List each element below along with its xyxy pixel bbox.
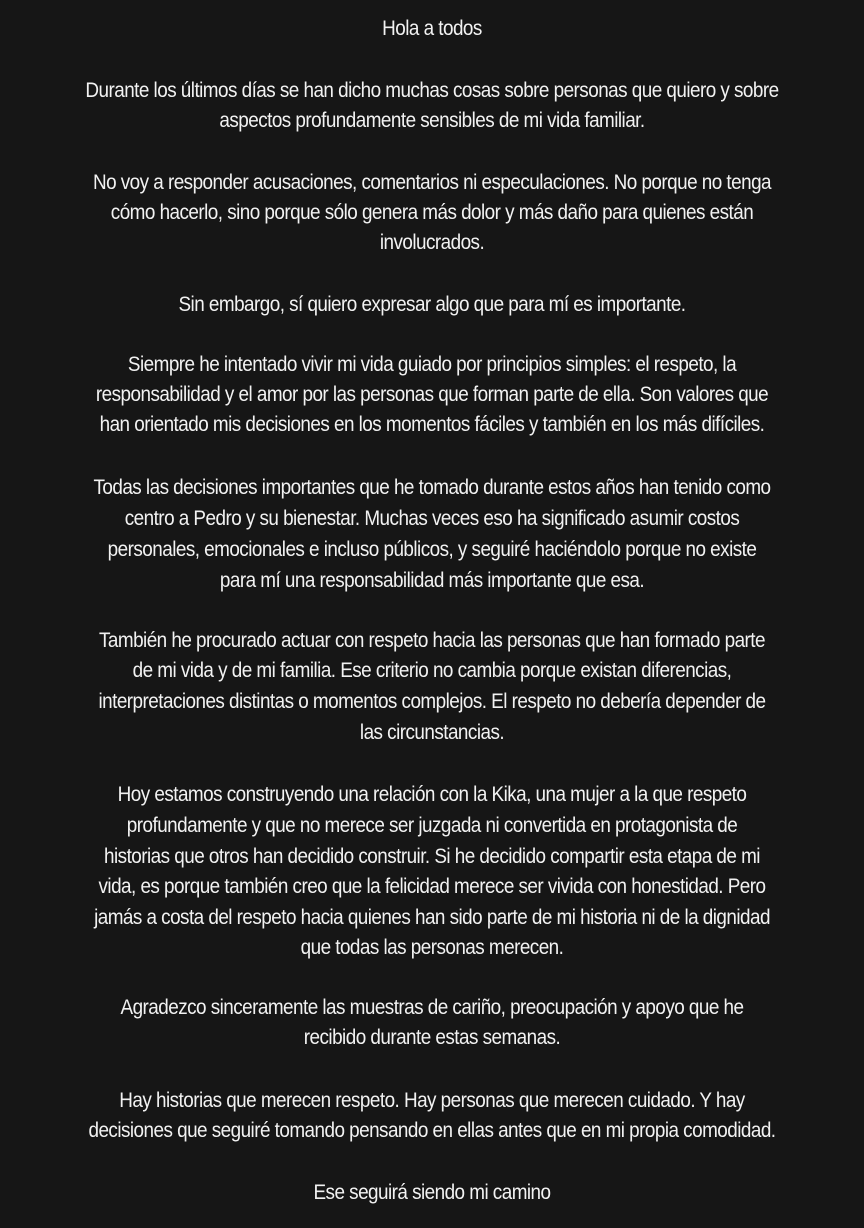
paragraph-9-line-1: Hay historias que merecen respeto. Hay personas que merecen cuidado. Y hay — [119, 1089, 745, 1112]
paragraph-4-line-3: han orientado mis decisiones en los momentos fáciles y también en los más difíciles. — [99, 413, 765, 436]
paragraph-2-line-3: involucrados. — [379, 231, 485, 254]
paragraph-7-line-3: historias que otros han decidido construir. Si he decidido compartir esta etapa de mi — [104, 845, 760, 868]
paragraph-6-line-2: de mi vida y de mi familia. Ese criterio no cambia porque existan diferencias, — [132, 659, 732, 682]
paragraph-6-line-1: También he procurado actuar con respeto hacia las personas que han formado parte — [99, 629, 766, 652]
paragraph-7-line-1: Hoy estamos construyendo una relación con la Kika, una mujer a la que respeto — [117, 783, 747, 806]
paragraph-4-line-2: responsabilidad y el amor por las personas que forman parte de ella. Son valores que — [95, 383, 769, 406]
greeting-text: Hola a todos — [382, 17, 482, 40]
paragraph-7-line-5: jamás a costa del respeto hacia quienes han sido parte de mi historia ni de la dignidad — [94, 906, 770, 929]
paragraph-7-line-4: vida, es porque también creo que la felicidad merece ser vivida con honestidad. Pero — [98, 875, 766, 898]
paragraph-6-line-4: las circunstancias. — [359, 721, 505, 744]
paragraph-2-line-1: No voy a responder acusaciones, comentarios ni especulaciones. No porque no tenga — [92, 171, 772, 194]
paragraph-9-line-2: decisiones que seguiré tomando pensando en ellas antes que en mi propia comodidad. — [88, 1119, 776, 1142]
paragraph-5-line-1: Todas las decisiones importantes que he tomado durante estos años han tenido como — [93, 476, 771, 499]
paragraph-6-line-3: interpretaciones distintas o momentos complejos. El respeto no debería depender de — [98, 690, 766, 713]
paragraph-1-line-2: aspectos profundamente sensibles de mi vida familiar. — [219, 109, 645, 132]
paragraph-4-line-1: Siempre he intentado vivir mi vida guiado por principios simples: el respeto, la — [127, 353, 737, 376]
paragraph-5-line-4: para mí una responsabilidad más importante que esa. — [219, 569, 645, 592]
paragraph-2-line-2: cómo hacerlo, sino porque sólo genera más dolor y más daño para quienes están — [110, 201, 754, 224]
paragraph-5-line-2: centro a Pedro y su bienestar. Muchas veces eso ha significado asumir costos — [124, 507, 740, 530]
closing-text: Ese seguirá siendo mi camino — [313, 1181, 551, 1204]
paragraph-8-line-1: Agradezco sinceramente las muestras de cariño, preocupación y apoyo que he — [120, 996, 744, 1019]
paragraph-8-line-2: recibido durante estas semanas. — [303, 1026, 561, 1049]
paragraph-7-line-6: que todas las personas merecen. — [300, 936, 564, 959]
paragraph-1-line-1: Durante los últimos días se han dicho muchas cosas sobre personas que quiero y sobre — [85, 79, 779, 102]
paragraph-3-line-1: Sin embargo, sí quiero expresar algo que para mí es importante. — [178, 293, 686, 316]
paragraph-5-line-3: personales, emocionales e incluso públicos, y seguiré haciéndolo porque no existe — [107, 538, 757, 561]
paragraph-7-line-2: profundamente y que no merece ser juzgada ni convertida en protagonista de — [126, 814, 738, 837]
